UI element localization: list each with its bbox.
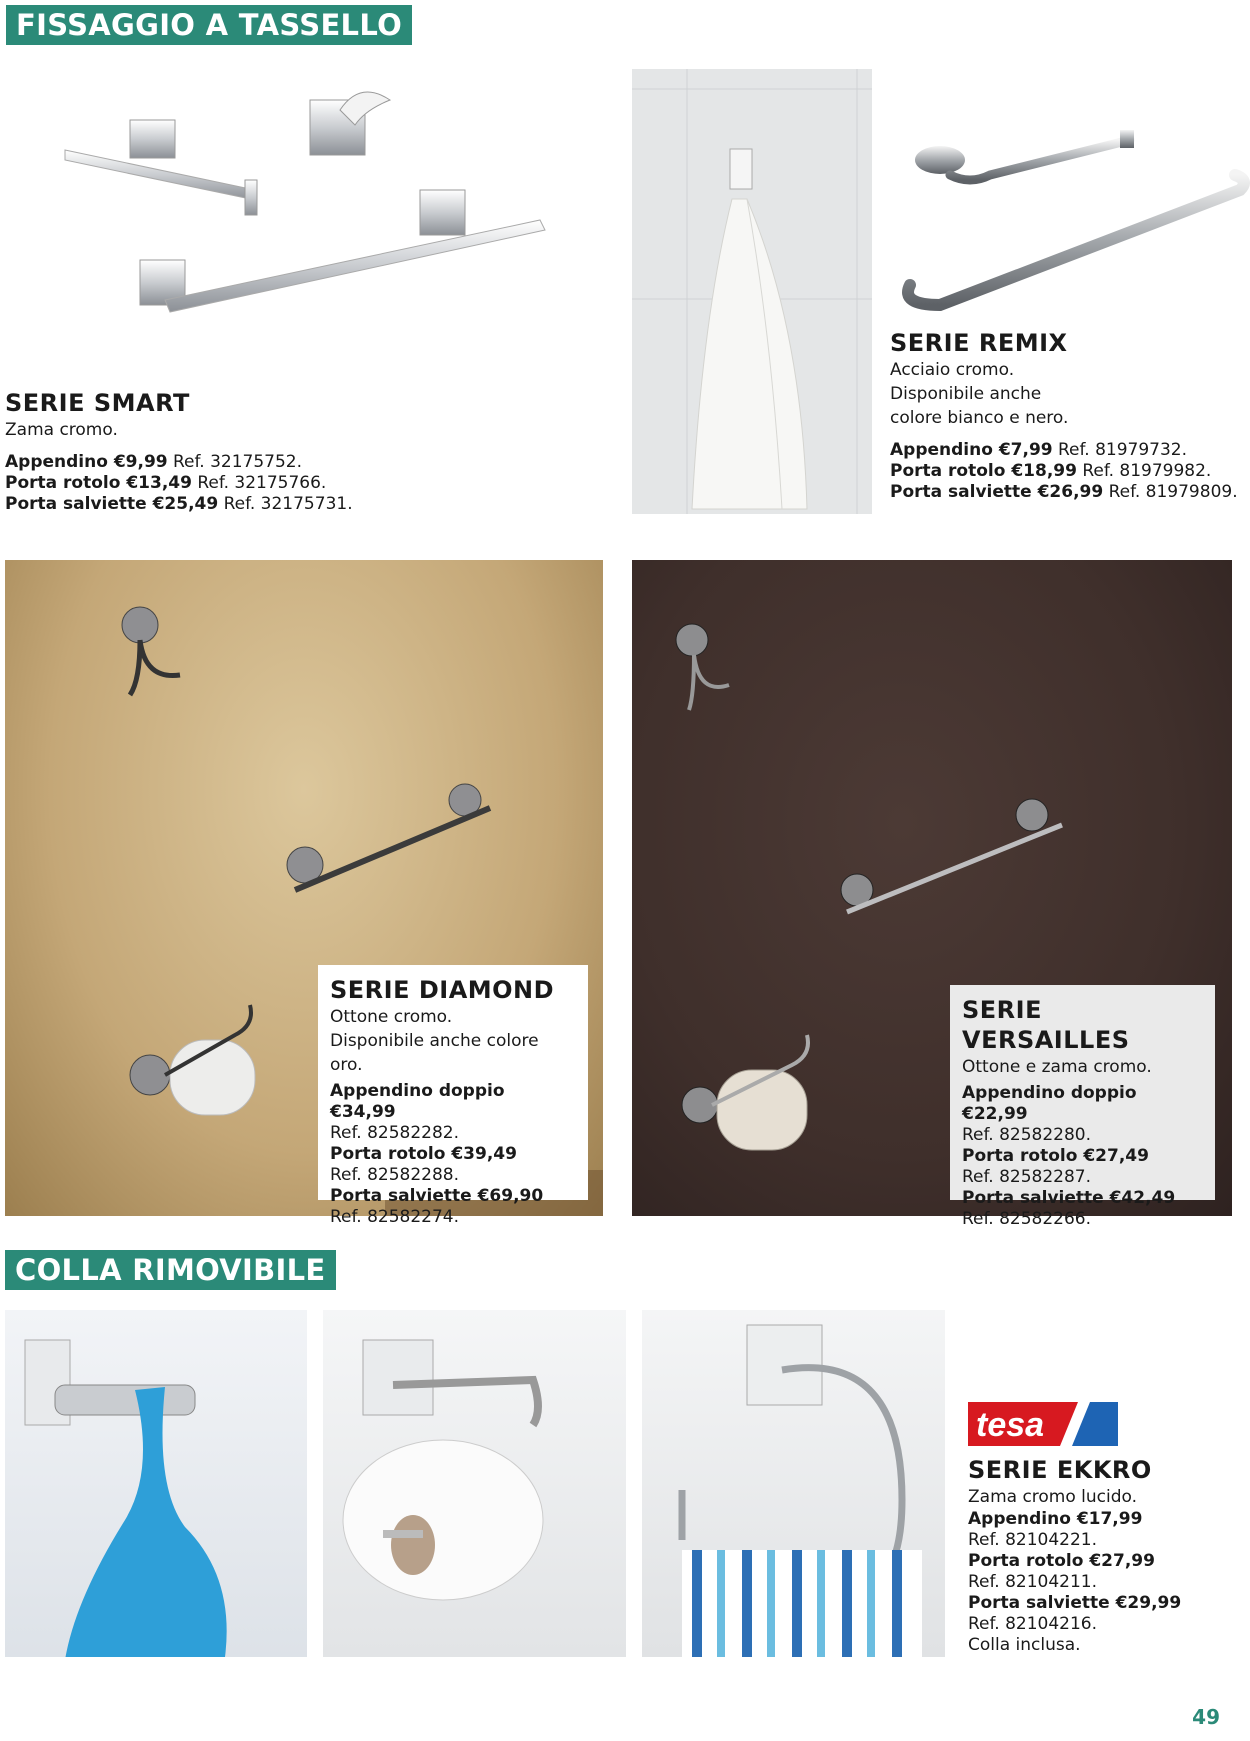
versailles-porta-rotolo-ref: Ref. 82582287. — [962, 1167, 1091, 1187]
ekkro-hook-photo — [5, 1310, 307, 1657]
versailles-porta-rotolo-label: Porta rotolo €27,49 — [962, 1146, 1149, 1166]
section-tag-colla: COLLA RIMOVIBILE — [5, 1250, 336, 1290]
diamond-title: SERIE DIAMOND — [330, 976, 555, 1004]
diamond-appendino-ref: Ref. 82582282. — [330, 1123, 459, 1143]
versailles-porta-salviette-label: Porta salviette €42,49 — [962, 1188, 1176, 1208]
section-tag-fissaggio: FISSAGGIO A TASSELLO — [6, 5, 412, 45]
remix-desc-2: Disponibile anche — [890, 384, 1042, 404]
diamond-porta-rotolo-label: Porta rotolo €39,49 — [330, 1144, 517, 1164]
smart-line-appendino: Appendino €9,99 Ref. 32175752. — [5, 452, 303, 472]
versailles-title: SERIE VERSAILLES — [962, 996, 1130, 1054]
diamond-desc-1: Ottone cromo. — [330, 1007, 453, 1027]
tesa-logo-text — [968, 1402, 969, 1403]
ekkro-porta-rotolo-ref: Ref. 82104211. — [968, 1572, 1097, 1592]
ekkro-title: SERIE EKKRO — [968, 1456, 1152, 1484]
smart-desc: Zama cromo. — [5, 420, 118, 440]
smart-product-image — [40, 70, 580, 340]
diamond-porta-salviette-label: Porta salviette €69,90 — [330, 1186, 544, 1206]
ekkro-appendino-label: Appendino €17,99 — [968, 1509, 1143, 1529]
remix-desc-1: Acciaio cromo. — [890, 360, 1015, 380]
ekkro-roll-photo — [323, 1310, 626, 1657]
ekkro-porta-salviette-label: Porta salviette €29,99 — [968, 1593, 1182, 1613]
versailles-porta-salviette-ref: Ref. 82582266. — [962, 1209, 1091, 1229]
ekkro-appendino-ref: Ref. 82104221. — [968, 1530, 1097, 1550]
ekkro-porta-rotolo-label: Porta rotolo €27,99 — [968, 1551, 1155, 1571]
versailles-info-box — [950, 985, 1215, 1229]
remix-desc-3: colore bianco e nero. — [890, 408, 1069, 428]
diamond-info-box — [318, 965, 588, 1227]
svg-text:tesa: tesa — [976, 1406, 1045, 1444]
remix-line-porta-salviette: Porta salviette €26,99 Ref. 81979809. — [890, 482, 1238, 502]
versailles-desc: Ottone e zama cromo. — [962, 1057, 1152, 1077]
smart-line-porta-salviette: Porta salviette €25,49 Ref. 32175731. — [5, 494, 353, 514]
ekkro-info — [968, 1455, 1238, 1656]
smart-title: SERIE SMART — [5, 389, 190, 417]
diamond-porta-salviette-ref: Ref. 82582274. — [330, 1207, 459, 1227]
smart-line-porta-rotolo: Porta rotolo €13,49 Ref. 32175766. — [5, 473, 327, 493]
ekkro-towel-ring-photo — [642, 1310, 945, 1657]
remix-line-porta-rotolo: Porta rotolo €18,99 Ref. 81979982. — [890, 461, 1212, 481]
remix-title: SERIE REMIX — [890, 329, 1068, 357]
ekkro-note: Colla inclusa. — [968, 1635, 1081, 1655]
versailles-appendino-ref: Ref. 82582280. — [962, 1125, 1091, 1145]
tesa-logo — [968, 1402, 1118, 1446]
remix-info — [890, 328, 1250, 503]
remix-towel-photo — [632, 69, 872, 514]
diamond-appendino-label: Appendino doppio €34,99 — [330, 1081, 505, 1122]
remix-product-image — [890, 120, 1250, 320]
page-number: 49 — [1192, 1705, 1220, 1729]
ekkro-desc: Zama cromo lucido. — [968, 1487, 1138, 1507]
remix-line-appendino: Appendino €7,99 Ref. 81979732. — [890, 440, 1188, 460]
diamond-desc-2: Disponibile anche colore oro. — [330, 1031, 539, 1075]
diamond-porta-rotolo-ref: Ref. 82582288. — [330, 1165, 459, 1185]
ekkro-porta-salviette-ref: Ref. 82104216. — [968, 1614, 1097, 1634]
smart-info — [5, 388, 565, 515]
versailles-appendino-label: Appendino doppio €22,99 — [962, 1083, 1137, 1124]
